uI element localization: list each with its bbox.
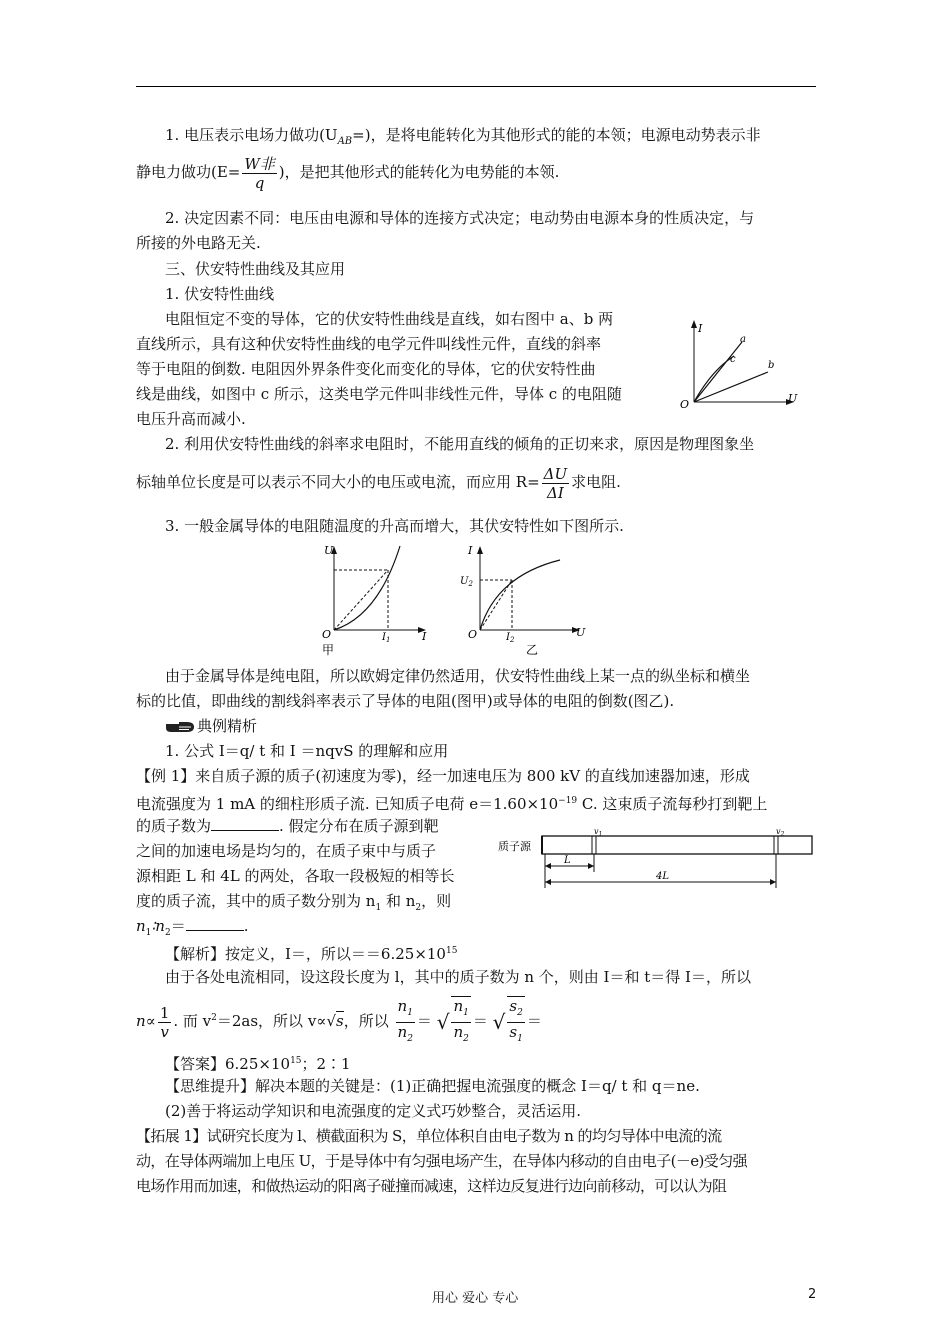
footer-center-text: 用心 爱心 专心 — [432, 1291, 519, 1306]
beam-label-v2: $v_2$ — [776, 827, 785, 838]
jia-label-u: U — [324, 544, 334, 557]
proton-beam-figure — [496, 826, 816, 892]
iv-lines-figure — [672, 318, 812, 412]
jia-label-i: I — [422, 630, 427, 643]
va-line-3: 等于电阻的倒数. 电阻因外界条件变化而变化的导体，它的伏安特性曲 — [136, 360, 596, 378]
header-rule — [136, 86, 816, 87]
subheading-1: 1. 伏安特性曲线 — [165, 285, 275, 303]
fraction-w-over-q: $\frac{\text{W非}}{q}$ — [244, 154, 275, 192]
para-2-line-2: 所接的外电路无关. — [136, 234, 261, 252]
extension-line-3: 电场作用而加速，和做热运动的阳离子碰撞而减速，这样边反复进行边向前移动，可以认为阻 — [136, 1177, 727, 1195]
va-line-2: 直线所示，具有这种伏安特性曲线的电学元件叫线性元件，直线的斜率 — [136, 335, 602, 353]
fraction-1-over-v: $\frac{1}{v}$ — [159, 1003, 170, 1041]
pointing-hand-icon — [165, 720, 195, 734]
example-1-line-5: 源相距 L 和 4L 的两处，各取一段极短的相等长 — [136, 867, 455, 885]
example-1-line-7: $n_1∶n_2=$ . — [136, 917, 249, 938]
metal-conductor-line: 3. 一般金属导体的电阻随温度的升高而增大，其伏安特性如下图所示. — [165, 517, 624, 535]
jia-label-i1: $I_1$ — [382, 632, 391, 644]
jia-label-o: O — [322, 628, 332, 641]
example-1-line-2: 电流强度为 1 mA 的细柱形质子流. 已知质子电荷 $e=1.60\times 10^{-19}$ C. 这束质子流每秒打到靶上 — [136, 795, 768, 813]
extension-line-1: 【拓展 1】试研究长度为 l、横截面积为 S，单位体积自由电子数为 n 的均匀导体中电流的流 — [136, 1127, 722, 1145]
example-1-line-6: 度的质子流，其中的质子数分别为 $n_1$ 和 $n_2$，则 — [136, 892, 452, 913]
slope-line-1: 2. 利用伏安特性曲线的斜率求电阻时，不能用直线的倾角的正切来求，原因是物理图象坐 — [165, 435, 755, 453]
beam-label-l: L — [564, 855, 571, 866]
beam-label-4l: 4L — [656, 871, 670, 882]
para-1-line-1: 1. 电压表示电场力做功$(U_{AB}=)$，是将电能转化为其他形式的能的本领；电源电动势表示非 — [165, 126, 761, 147]
yi-label-i: I — [468, 544, 473, 557]
figure-jia — [316, 540, 440, 656]
answer-blank-2 — [186, 916, 244, 931]
answer-line: 【答案】$6.25\times 10^{15}$；2∶1 — [165, 1055, 351, 1073]
answer-blank-1 — [211, 816, 279, 831]
yi-label-i2: $I_2$ — [506, 632, 515, 644]
page-number: 2 — [808, 1287, 817, 1302]
beam-label-v1: $v_1$ — [594, 827, 603, 838]
extension-line-2: 动，在导体两端加上电压 U，于是导体中有匀强电场产生，在导体内移动的自由电子(－e)受匀强 — [136, 1152, 747, 1170]
analysis-line-3: n∝ $\frac{1}{v}$ . 而 $v^2=2as$，所以 v∝√s，所以 $\frac{n_1}{n_2}$ ＝ √ $\frac{n_1}{n_2}$ ＝ √ $\frac{s_2}{s_1}$ ＝ — [136, 996, 542, 1048]
analysis-line-2: 由于各处电流相同，设这段长度为 l，其中的质子数为 n 个，则由 I＝和 t＝得 I＝，所以 — [165, 968, 751, 986]
para-1-line-2: 静电力做功(E= $\frac{\text{W非}}{q}$ )，是把其他形式的能转化为电势能的本领. — [136, 154, 560, 192]
insight-line-2: (2)善于将运动学知识和电流强度的定义式巧妙整合，灵活运用. — [165, 1102, 582, 1120]
para-2-line-1: 2. 决定因素不同：电压由电源和导体的连接方式决定；电动势由电源本身的性质决定，与 — [165, 209, 755, 227]
yi-label-o: O — [468, 628, 478, 641]
sqrt-s2-over-s1: $\frac{s_2}{s_1}$ — [507, 996, 524, 1048]
fraction-du-over-di: $\frac{\Delta U}{\Delta I}$ — [543, 464, 568, 502]
slope-line-2: 标轴单位长度是可以表示不同大小的电压或电流，而应用 R= $\frac{\Delta U}{\Delta I}$ 求电阻. — [136, 464, 621, 502]
va-line-1: 电阻恒定不变的导体，它的伏安特性曲线是直线，如右图中 a、b 两 — [165, 310, 614, 328]
example-1-line-1: 【例 1】来自质子源的质子(初速度为零)，经一加速电压为 800 kV 的直线加速器加速，形成 — [136, 767, 750, 785]
yi-caption: 乙 — [526, 643, 539, 656]
sqrt-n1-over-n2: $\frac{n_1}{n_2}$ — [451, 996, 470, 1048]
example-1-line-3: 的质子数为 . 假定分布在质子源到靶 — [136, 817, 439, 835]
fig1-label-c: c — [730, 354, 736, 365]
fig1-label-b: b — [768, 360, 775, 371]
va-line-4: 线是曲线，如图中 c 所示，这类电学元件叫非线性元件，导体 c 的电阻随 — [136, 385, 622, 403]
fig1-label-u: U — [788, 392, 798, 405]
fraction-n1-over-n2: $\frac{n_1}{n_2}$ — [397, 996, 413, 1044]
fig1-label-i: I — [698, 322, 703, 335]
example-1-line-4: 之间的加速电场是均匀的，在质子束中与质子 — [136, 842, 437, 860]
example-heading: 典例精析 — [165, 716, 257, 736]
fig1-label-o: O — [680, 398, 690, 411]
fig1-label-a: a — [740, 334, 746, 345]
ohm-line-1: 由于金属导体是纯电阻，所以欧姆定律仍然适用，伏安特性曲线上某一点的纵坐标和横坐 — [165, 667, 751, 685]
beam-label-source: 质子源 — [498, 840, 531, 853]
analysis-line-1: 【解析】按定义，I＝，所以$==6.25\times 10^{15}$ — [165, 945, 458, 963]
yi-label-u2: $U_2$ — [460, 576, 473, 588]
formula-heading: 1. 公式 I＝q/ t 和 I ＝nqvS 的理解和应用 — [165, 742, 449, 760]
insight-line-1: 【思维提升】解决本题的关键是：(1)正确把握电流强度的概念 I＝q/ t 和 q＝ne. — [165, 1077, 700, 1095]
va-line-5: 电压升高而减小. — [136, 410, 246, 428]
section-heading-3: 三、伏安特性曲线及其应用 — [165, 260, 346, 278]
jia-caption: 甲 — [322, 643, 335, 656]
ohm-line-2: 标的比值，即曲线的割线斜率表示了导体的电阻(图甲)或导体的电阻的倒数(图乙). — [136, 692, 675, 710]
figure-yi — [456, 540, 594, 656]
yi-label-u: U — [576, 626, 586, 639]
